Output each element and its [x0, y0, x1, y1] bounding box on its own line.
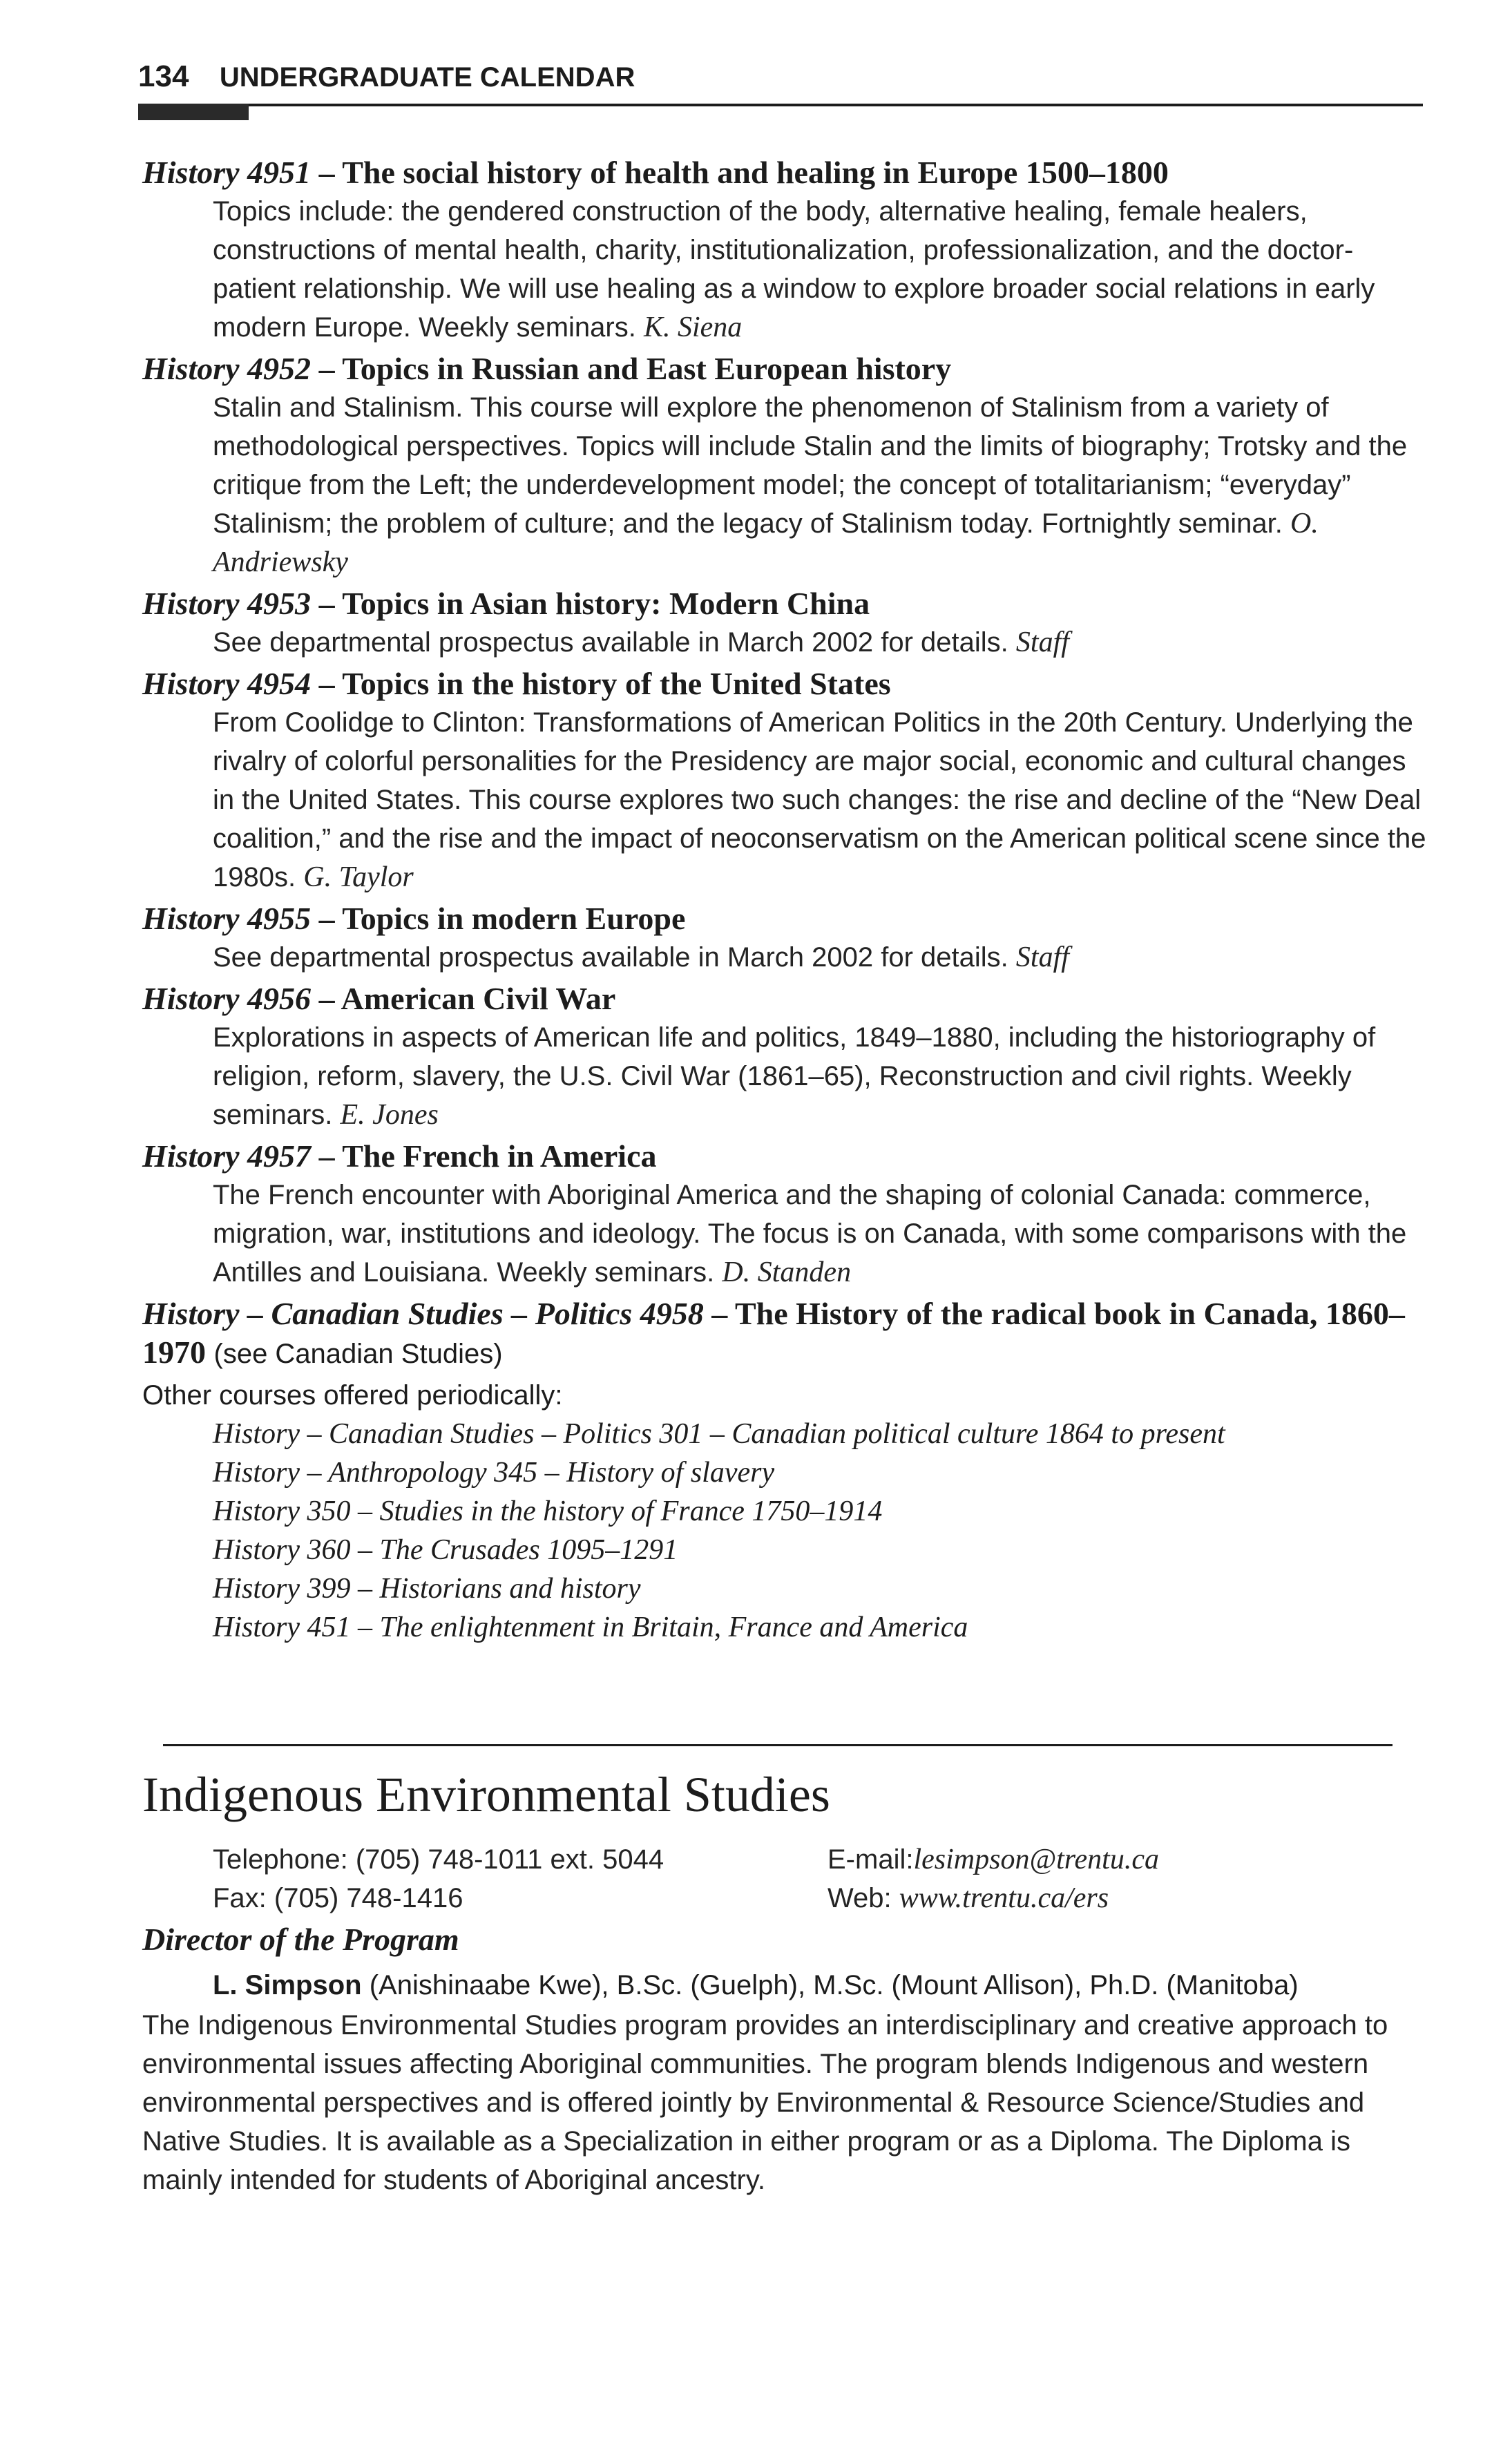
course-instructor: O. Andriewsky — [213, 508, 1319, 578]
telephone: Telephone: (705) 748-1011 ext. 5044 — [213, 1844, 664, 1875]
other-courses-list — [213, 1415, 1427, 1647]
course-description-text: From Coolidge to Clinton: Transformations of American Politics in the 20th Century. Underlying the rivalry of colorful personalities for the Presidency are major social, economic and cultural changes in the United States. This course explores two such changes: the rise and decline of the “New Deal coalition,” and the rise and the impact of neoconservatism on the American political scene since the 1980s. — [213, 707, 1426, 892]
course-title: Topics in modern Europe — [342, 901, 686, 936]
course-code: History 4955 — [142, 901, 312, 936]
course-entry — [142, 665, 1427, 897]
course-description-text: Topics include: the gendered construction of the body, alternative healing, female healers, constructions of mental health, charity, institutionalization, professionalization, and the doctor-patient relationship. We will use healing as a window to explore broader social relations in early modern Europe. Weekly seminars. — [213, 196, 1375, 343]
cross-listed-course — [142, 1294, 1427, 1373]
course-instructor: K. Siena — [643, 312, 743, 343]
course-entry — [142, 584, 1427, 662]
course-heading: History 4956 – American Civil War — [142, 981, 616, 1016]
course-description — [213, 703, 1427, 897]
course-description-text: The French encounter with Aboriginal America and the shaping of colonial Canada: commerce, migration, war, institutions and ideology. The focus is on Canada, with some comparisons with the Antilles and Louisiana. Weekly seminars. — [213, 1180, 1407, 1288]
course-title: Topics in Asian history: Modern China — [342, 586, 870, 621]
web-link[interactable]: www.trentu.ca/ers — [899, 1882, 1109, 1914]
course-entry — [142, 899, 1427, 977]
list-item: History 360 – The Crusades 1095–1291 — [213, 1534, 678, 1566]
cross-listed-note: (see Canadian Studies) — [213, 1339, 503, 1369]
course-description-text: See departmental prospectus available in March 2002 for details. — [213, 942, 1008, 973]
email-label: E-mail: — [827, 1844, 914, 1875]
course-title: Topics in the history of the United States — [342, 666, 891, 701]
course-heading: History 4954 – Topics in the history of the United States — [142, 666, 891, 701]
other-courses-label: Other courses offered periodically: — [142, 1380, 563, 1411]
course-instructor: Staff — [1015, 627, 1069, 658]
course-title: The social history of health and healing in Europe 1500–1800 — [342, 155, 1169, 190]
course-heading: History 4955 – Topics in modern Europe — [142, 901, 686, 936]
course-code: History 4953 — [142, 586, 312, 621]
course-code: History 4957 — [142, 1138, 312, 1174]
course-listings — [142, 153, 1427, 1647]
course-code: History 4954 — [142, 666, 312, 701]
email-line — [827, 1840, 1159, 1879]
course-entry — [142, 1137, 1427, 1292]
header-tab-mark — [138, 104, 249, 120]
course-title: American Civil War — [341, 981, 616, 1016]
program-intro: The Indigenous Environmental Studies program provides an interdisciplinary and creative approach to environmental issues affecting Aboriginal communities. The program blends Indigenous and western environmental perspectives and is offered jointly by Environmental & Resource Science/Studies and Native Studies. It is available as a Specialization in either program or as a Diploma. The Diploma is mainly intended for students of Aboriginal ancestry. — [142, 2010, 1388, 2195]
course-description — [213, 938, 1427, 977]
director-name: L. Simpson — [213, 1970, 362, 2000]
director-credentials: (Anishinaabe Kwe), B.Sc. (Guelph), M.Sc. (Mount Allison), Ph.D. (Manitoba) — [361, 1970, 1299, 2000]
course-description — [213, 1176, 1427, 1292]
course-entry — [142, 350, 1427, 582]
course-description-text: See departmental prospectus available in March 2002 for details. — [213, 627, 1008, 658]
course-heading: History 4952 – Topics in Russian and East European history — [142, 351, 952, 386]
course-code: History 4952 — [142, 351, 312, 386]
course-entry — [142, 979, 1427, 1134]
email-link[interactable]: lesimpson@trentu.ca — [913, 1844, 1159, 1875]
course-instructor: D. Standen — [722, 1256, 852, 1288]
course-heading: History 4957 – The French in America — [142, 1138, 657, 1174]
course-title: The History of the radical book in Canada, 1860–1970 — [142, 1296, 1405, 1370]
course-title: The French in America — [342, 1138, 657, 1174]
section-title: Indigenous Environmental Studies — [142, 1767, 830, 1822]
list-item: History – Canadian Studies – Politics 301 – Canadian political culture 1864 to present — [213, 1418, 1225, 1450]
running-head: UNDERGRADUATE CALENDAR — [219, 62, 635, 93]
course-instructor: E. Jones — [340, 1099, 439, 1131]
course-code: History 4956 — [142, 981, 312, 1016]
contact-online — [827, 1840, 1159, 1918]
course-heading: History 4953 – Topics in Asian history: Modern China — [142, 586, 870, 621]
list-item: History – Anthropology 345 – History of slavery — [213, 1457, 775, 1489]
course-instructor: Staff — [1015, 942, 1069, 973]
course-description — [213, 623, 1427, 662]
course-entry — [142, 153, 1427, 347]
director-info — [213, 1966, 1299, 2005]
list-item: History 350 – Studies in the history of France 1750–1914 — [213, 1495, 883, 1527]
contact-phone-fax — [213, 1840, 664, 1918]
page-header — [138, 59, 1423, 94]
course-description — [213, 1018, 1427, 1134]
list-item: History 451 – The enlightenment in Britain, France and America — [213, 1612, 968, 1643]
course-description — [213, 192, 1427, 347]
course-description — [213, 388, 1427, 582]
page-number: 134 — [138, 59, 189, 93]
list-item: History 399 – Historians and history — [213, 1573, 641, 1605]
course-code: History – Canadian Studies – Politics 4958 — [142, 1296, 704, 1331]
course-title: Topics in Russian and East European history — [342, 351, 952, 386]
course-code: History 4951 — [142, 155, 312, 190]
course-instructor: G. Taylor — [303, 861, 414, 893]
course-heading: History – Canadian Studies – Politics 4958 – The History of the radical book in Canada, 1860–1970 (see Canadian Studies) — [142, 1296, 1405, 1370]
web-label: Web: — [827, 1883, 899, 1913]
course-description-text: Explorations in aspects of American life and politics, 1849–1880, including the historiography of religion, reform, slavery, the U.S. Civil War (1861–65), Reconstruction and civil rights. Weekly seminars. — [213, 1022, 1376, 1130]
fax: Fax: (705) 748-1416 — [213, 1883, 463, 1913]
director-heading: Director of the Program — [142, 1922, 459, 1957]
course-heading: History 4951 – The social history of health and healing in Europe 1500–1800 — [142, 155, 1169, 190]
section-divider — [163, 1744, 1393, 1746]
course-description-text: Stalin and Stalinism. This course will explore the phenomenon of Stalinism from a variety of methodological perspectives. Topics will include Stalin and the limits of biography; Trotsky and the critique from the Left; the underdevelopment model; the concept of totalitarianism; “everyday” Stalinism; the problem of culture; and the legacy of Stalinism today. Fortnightly seminar. — [213, 392, 1408, 539]
web-line — [827, 1879, 1159, 1918]
header-rule — [138, 104, 1423, 106]
